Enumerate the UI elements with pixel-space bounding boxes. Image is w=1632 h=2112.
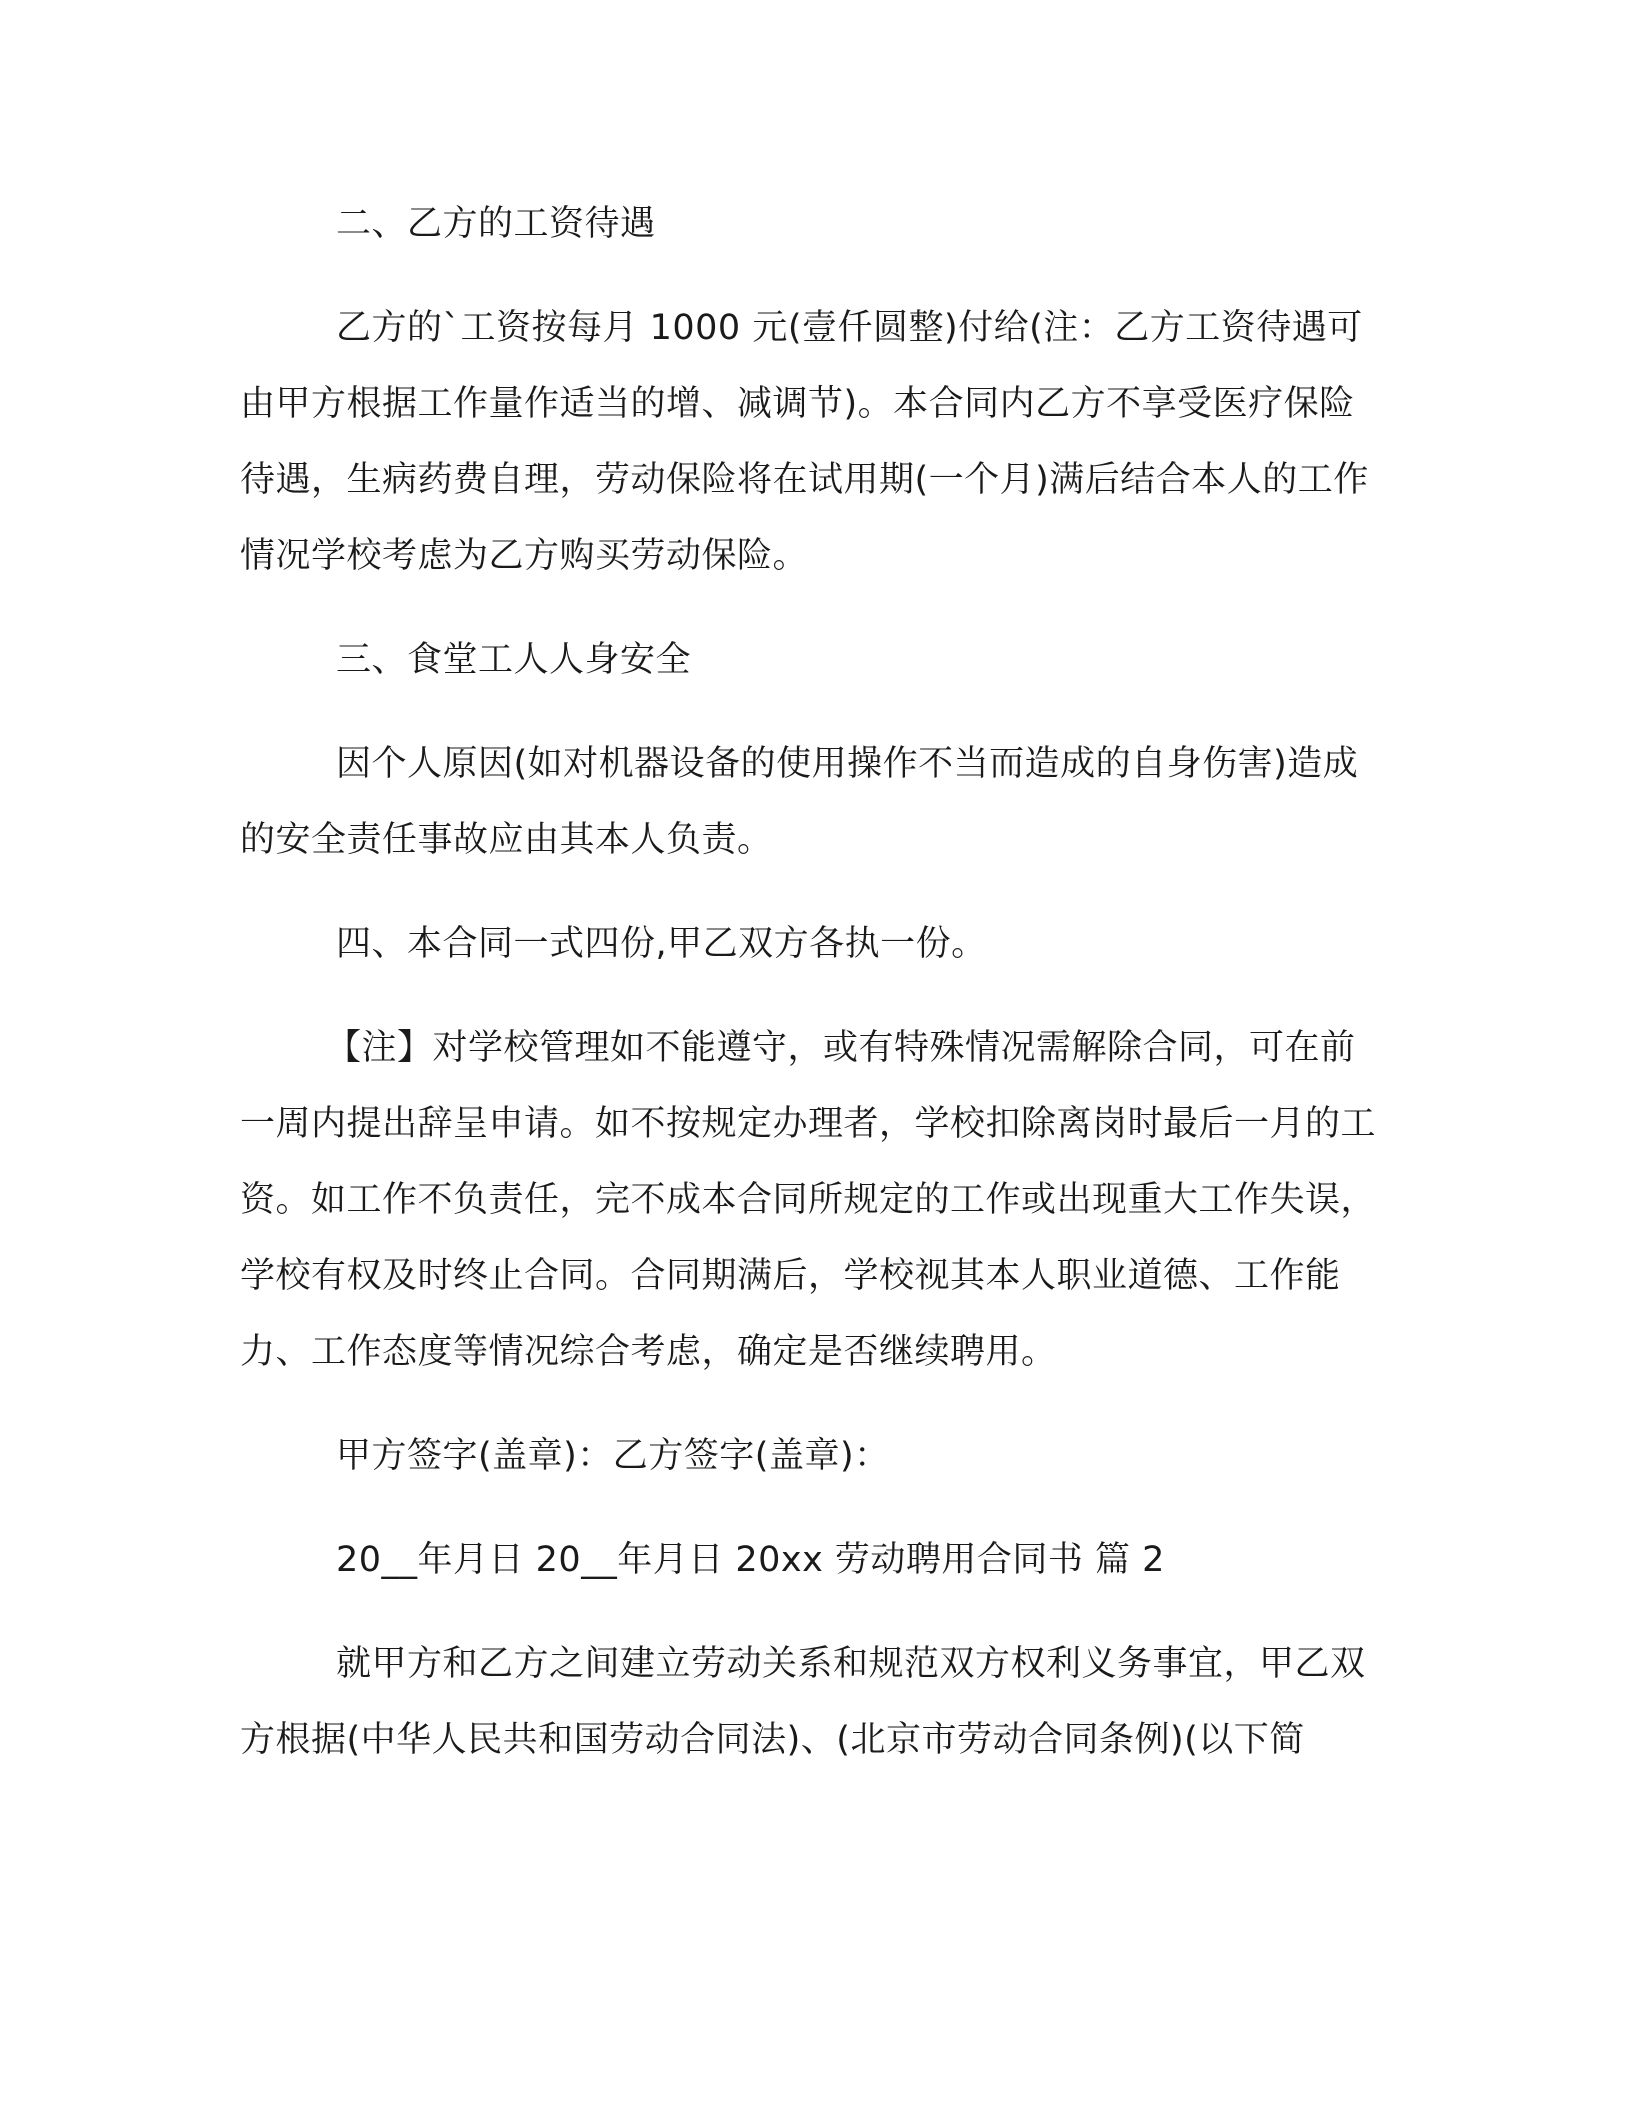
- section-3-heading: 三、食堂工人人身安全: [336, 640, 692, 680]
- intro-paragraph: 就甲方和乙方之间建立劳动关系和规范双方权利义务事宜，甲乙双方根据(中华人民共和国劳动合同法)、(北京市劳动合同条例)(以下简: [240, 1644, 1366, 1760]
- document-body: [240, 186, 1380, 1806]
- section-3-body: 因个人原因(如对机器设备的使用操作不当而造成的自身伤害)造成的安全责任事故应由其本人负责。: [240, 744, 1359, 860]
- section-2-body: 乙方的`工资按每月 1000 元(壹仟圆整)付给(注：乙方工资待遇可由甲方根据工作量作适当的增、减调节)。本合同内乙方不享受医疗保险待遇，生病药费自理，劳动保险将在试用期(一个月)满后结合本人的工作情况学校考虑为乙方购买劳动保险。: [240, 308, 1369, 576]
- section-4-clause: 四、本合同一式四份,甲乙双方各执一份。: [336, 924, 987, 964]
- section-2-heading: 二、乙方的工资待遇: [336, 204, 656, 244]
- note-paragraph: 【注】对学校管理如不能遵守，或有特殊情况需解除合同，可在前一周内提出辞呈申请。如不按规定办理者，学校扣除离岗时最后一月的工资。如工作不负责任，完不成本合同所规定的工作或出现重大工作失误，学校有权及时终止合同。合同期满后，学校视其本人职业道德、工作能力、工作态度等情况综合考虑，确定是否继续聘用。: [240, 1028, 1377, 1372]
- date-and-title-line: 20__年月日 20__年月日 20xx 劳动聘用合同书 篇 2: [336, 1540, 1165, 1580]
- signature-line: 甲方签字(盖章)：乙方签字(盖章)：: [336, 1436, 890, 1476]
